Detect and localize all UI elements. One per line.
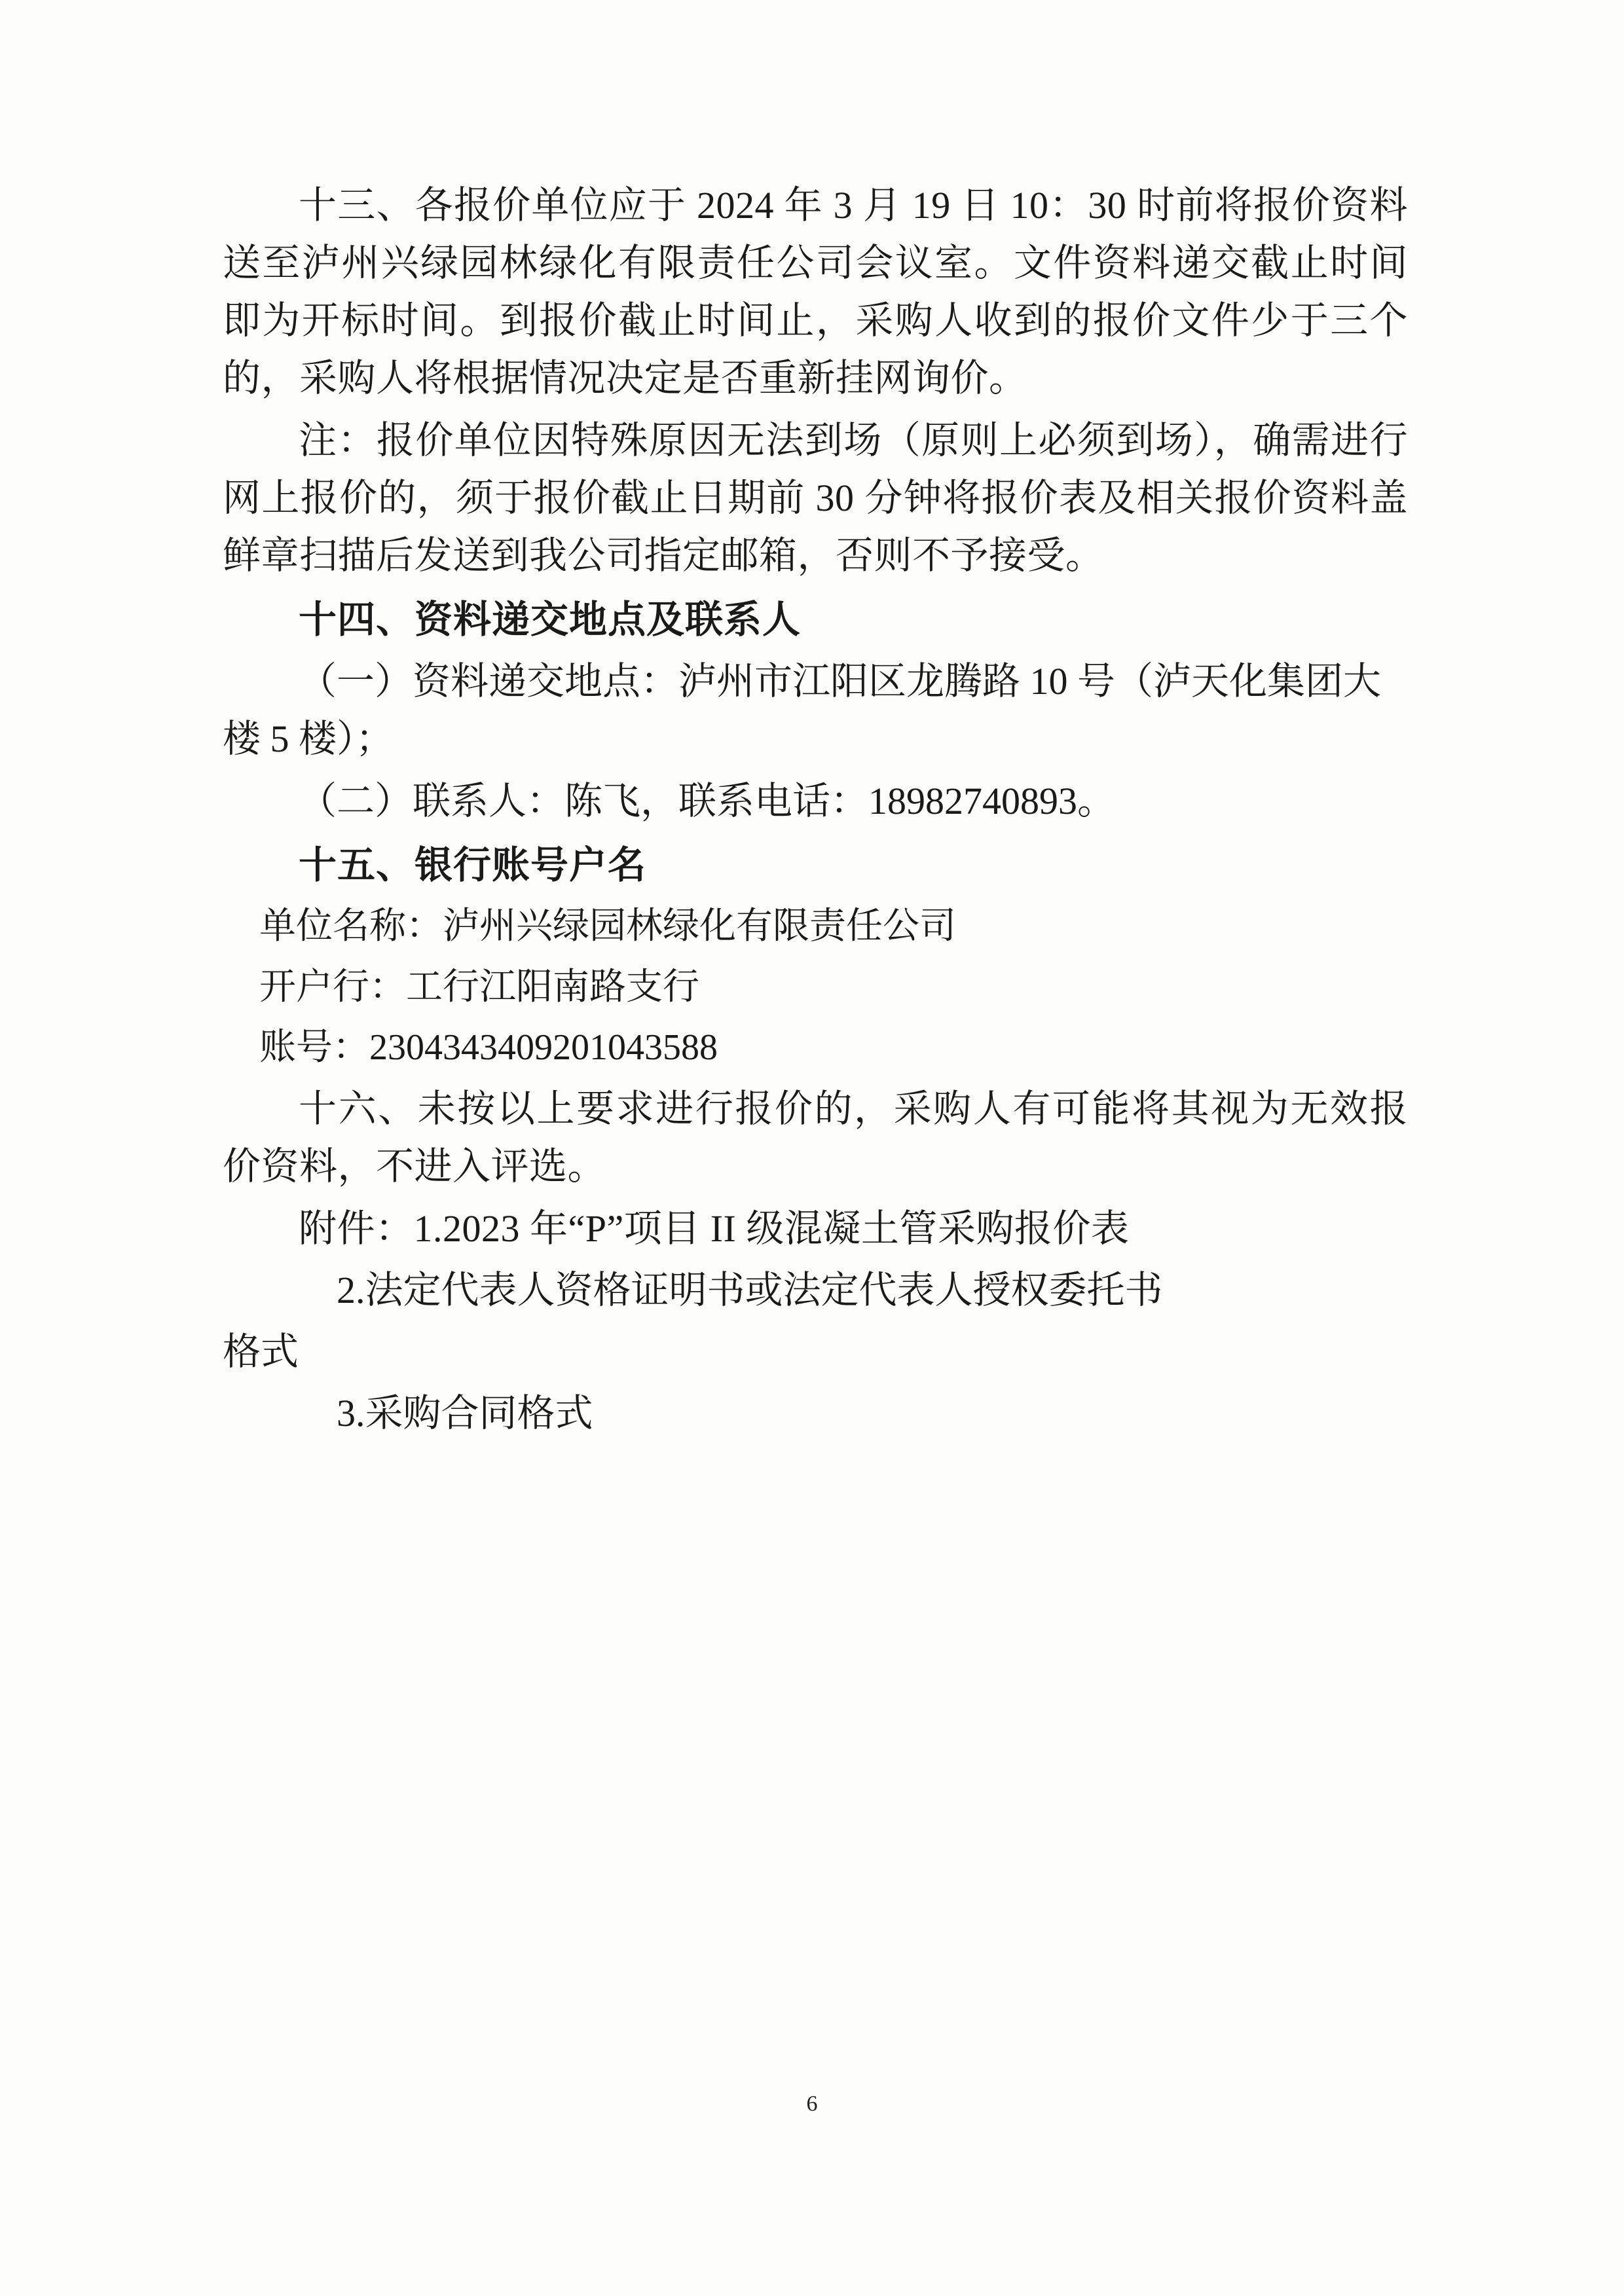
paragraph-item-14-2: （二）联系人：陈飞，联系电话：18982740893。 (299, 779, 1116, 822)
heading-item-15: 十五、银行账号户名 (299, 843, 647, 886)
bank-account-number: 账号：2304343409201043588 (259, 1027, 718, 1068)
attachment-item-1: 附件：1.2023 年“P”项目 II 级混凝土管采购报价表 (299, 1207, 1130, 1250)
paragraph-item-14-1: （一）资料递交地点：泸州市江阳区龙腾路 10 号（泸天化集团大楼 5 楼）； (223, 660, 1382, 761)
paragraph-note: 注：报价单位因特殊原因无法到场（原则上必须到场），确需进行网上报价的，须于报价截止日期前 30 分钟将报价表及相关报价资料盖鲜章扫描后发送到我公司指定邮箱，否则不予接受。 (223, 418, 1408, 577)
paragraph-item-16: 十六、未按以上要求进行报价的，采购人有可能将其视为无效报价资料，不进入评选。 (223, 1087, 1408, 1188)
heading-item-14: 十四、资料递交地点及联系人 (299, 598, 802, 642)
paragraph-item-13: 十三、各报价单位应于 2024 年 3 月 19 日 10：30 时前将报价资料送至泸州兴绿园林绿化有限责任公司会议室。文件资料递交截止时间即为开标时间。到报价截止时间止，采购人收到的报价文件少于三个的，采购人将根据情况决定是否重新挂网询价。 (223, 184, 1408, 400)
document-body (223, 177, 1408, 1446)
attachment-item-2: 2.法定代表人资格证明书或法定代表人授权委托书 (337, 1268, 1163, 1311)
attachment-item-3: 3.采购合同格式 (337, 1392, 593, 1435)
attachment-item-2-continued: 格式 (223, 1330, 299, 1373)
page-number: 6 (806, 2092, 818, 2116)
bank-unit-name: 单位名称：泸州兴绿园林绿化有限责任公司 (259, 905, 956, 947)
bank-branch: 开户行：工行江阳南路支行 (259, 966, 699, 1008)
